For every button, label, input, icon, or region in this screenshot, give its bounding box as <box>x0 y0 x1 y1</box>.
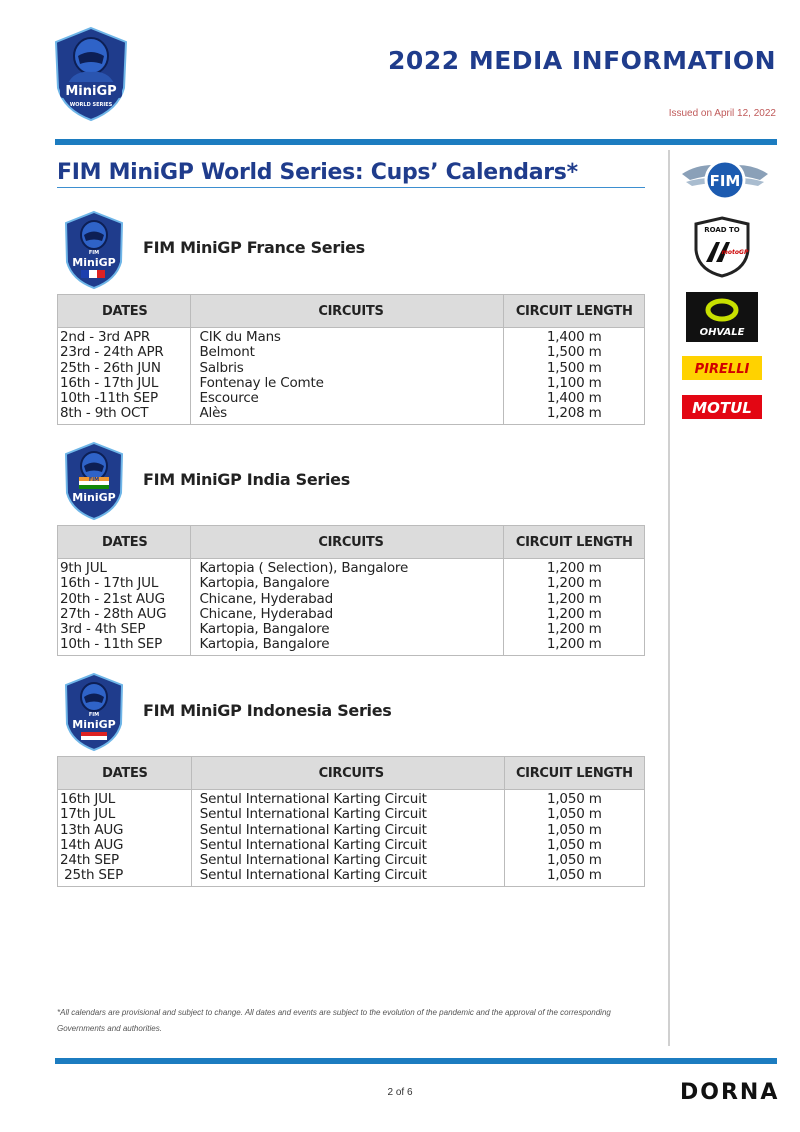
circuit-cell: Chicane, Hyderabad <box>191 592 504 607</box>
length-cell: 1,050 m <box>504 838 644 853</box>
fim-logo <box>680 152 770 210</box>
length-cell: 1,200 m <box>504 592 645 607</box>
length-cell: 1,200 m <box>504 576 645 591</box>
length-cell: 1,500 m <box>504 361 645 376</box>
svg-text:MiniGP: MiniGP <box>65 84 117 99</box>
length-cell: 1,400 m <box>504 328 645 346</box>
section-title-india: FIM MiniGP India Series <box>143 470 350 489</box>
svg-text:FIM: FIM <box>88 477 100 483</box>
svg-text:FIM: FIM <box>88 250 100 256</box>
circuit-cell: Sentul International Karting Circuit <box>191 790 504 808</box>
length-cell: 1,200 m <box>504 637 645 655</box>
svg-text:OHVALE: OHVALE <box>699 327 745 338</box>
svg-text:FIM: FIM <box>88 712 100 718</box>
table-row <box>58 838 645 853</box>
heading-underline <box>57 187 645 188</box>
table-row <box>58 376 645 391</box>
svg-text:ROAD TO: ROAD TO <box>704 226 740 234</box>
table-row <box>58 345 645 360</box>
document-title: 2022 MEDIA INFORMATION <box>388 46 776 75</box>
date-cell: 27th - 28th AUG <box>58 607 191 622</box>
col-header-length: CIRCUIT LENGTH <box>504 757 644 790</box>
table-row <box>58 559 645 577</box>
col-header-dates: DATES <box>58 526 191 559</box>
table-row <box>58 790 645 808</box>
col-header-dates: DATES <box>58 757 192 790</box>
circuit-cell: Alès <box>191 406 504 424</box>
date-cell: 25th - 26th JUN <box>58 361 191 376</box>
table-row <box>58 823 645 838</box>
length-cell: 1,050 m <box>504 853 644 868</box>
footnote: *All calendars are provisional and subject to change. All dates and events are subject to the evolution of the pandemic and the approval of the corresponding Governments and authorities. <box>57 1008 611 1033</box>
circuit-cell: Sentul International Karting Circuit <box>191 807 504 822</box>
page-heading: FIM MiniGP World Series: Cups’ Calendars* <box>57 160 578 185</box>
length-cell: 1,050 m <box>504 823 644 838</box>
circuit-cell: Kartopia, Bangalore <box>191 622 504 637</box>
col-header-length: CIRCUIT LENGTH <box>504 295 645 328</box>
date-cell: 16th JUL <box>58 790 192 808</box>
length-cell: 1,200 m <box>504 607 645 622</box>
table-row <box>58 607 645 622</box>
date-cell: 10th -11th SEP <box>58 391 191 406</box>
svg-text:MiniGP: MiniGP <box>72 256 116 269</box>
table-row <box>58 853 645 868</box>
table-row <box>58 807 645 822</box>
circuit-cell: Sentul International Karting Circuit <box>191 823 504 838</box>
pirelli-logo <box>682 356 762 380</box>
road-to-motogp-logo <box>692 216 752 278</box>
table-row <box>58 592 645 607</box>
col-header-circuits: CIRCUITS <box>191 295 504 328</box>
minigp-world-series-logo <box>52 26 130 122</box>
motul-logo <box>682 395 762 419</box>
circuit-cell: Belmont <box>191 345 504 360</box>
ohvale-logo <box>686 292 758 342</box>
length-cell: 1,050 m <box>504 807 644 822</box>
date-cell: 16th - 17th JUL <box>58 576 191 591</box>
circuit-cell: Chicane, Hyderabad <box>191 607 504 622</box>
svg-text:PIRELLI: PIRELLI <box>694 362 750 377</box>
length-cell: 1,050 m <box>504 868 644 886</box>
col-header-length: CIRCUIT LENGTH <box>504 526 645 559</box>
issue-date: Issued on April 12, 2022 <box>668 108 776 119</box>
length-cell: 1,100 m <box>504 376 645 391</box>
svg-text:MiniGP: MiniGP <box>72 491 116 504</box>
sidebar-divider <box>668 150 670 1046</box>
date-cell: 8th - 9th OCT <box>58 406 191 424</box>
length-cell: 1,200 m <box>504 622 645 637</box>
length-cell: 1,050 m <box>504 790 644 808</box>
table-row <box>58 406 645 424</box>
dorna-logo: DORNA <box>680 1080 780 1105</box>
section-title-indonesia: FIM MiniGP Indonesia Series <box>143 701 392 720</box>
india-series-logo <box>63 441 125 521</box>
col-header-dates: DATES <box>58 295 191 328</box>
date-cell: 10th - 11th SEP <box>58 637 191 655</box>
date-cell: 23rd - 24th APR <box>58 345 191 360</box>
section-title-france: FIM MiniGP France Series <box>143 238 365 257</box>
france-calendar-table <box>57 294 645 425</box>
date-cell: 2nd - 3rd APR <box>58 328 191 346</box>
date-cell: 3rd - 4th SEP <box>58 622 191 637</box>
table-row <box>58 622 645 637</box>
france-series-logo <box>63 210 125 290</box>
circuit-cell: Kartopia, Bangalore <box>191 576 504 591</box>
table-row <box>58 361 645 376</box>
footer-divider <box>55 1058 777 1064</box>
date-cell: 13th AUG <box>58 823 192 838</box>
svg-text:FIM: FIM <box>709 172 741 190</box>
table-row <box>58 868 645 886</box>
circuit-cell: Kartopia, Bangalore <box>191 637 504 655</box>
length-cell: 1,208 m <box>504 406 645 424</box>
date-cell: 25th SEP <box>58 868 192 886</box>
date-cell: 17th JUL <box>58 807 192 822</box>
table-row <box>58 637 645 655</box>
date-cell: 9th JUL <box>58 559 191 577</box>
circuit-cell: Sentul International Karting Circuit <box>191 838 504 853</box>
length-cell: 1,200 m <box>504 559 645 577</box>
india-calendar-table <box>57 525 645 656</box>
date-cell: 16th - 17th JUL <box>58 376 191 391</box>
table-row <box>58 328 645 346</box>
circuit-cell: Fontenay le Comte <box>191 376 504 391</box>
length-cell: 1,500 m <box>504 345 645 360</box>
svg-text:MOTUL: MOTUL <box>692 399 752 417</box>
circuit-cell: Sentul International Karting Circuit <box>191 853 504 868</box>
circuit-cell: Escource <box>191 391 504 406</box>
indonesia-calendar-table <box>57 756 645 887</box>
svg-text:motoGP: motoGP <box>721 249 749 256</box>
indonesia-series-logo <box>63 672 125 752</box>
col-header-circuits: CIRCUITS <box>191 526 504 559</box>
svg-text:WORLD SERIES: WORLD SERIES <box>69 102 113 108</box>
page-number: 2 of 6 <box>387 1087 413 1098</box>
col-header-circuits: CIRCUITS <box>191 757 504 790</box>
svg-text:MiniGP: MiniGP <box>72 718 116 731</box>
date-cell: 14th AUG <box>58 838 192 853</box>
circuit-cell: Kartopia ( Selection), Bangalore <box>191 559 504 577</box>
table-row <box>58 391 645 406</box>
circuit-cell: Sentul International Karting Circuit <box>191 868 504 886</box>
circuit-cell: CIK du Mans <box>191 328 504 346</box>
circuit-cell: Salbris <box>191 361 504 376</box>
date-cell: 20th - 21st AUG <box>58 592 191 607</box>
length-cell: 1,400 m <box>504 391 645 406</box>
header-divider <box>55 139 777 145</box>
date-cell: 24th SEP <box>58 853 192 868</box>
table-row <box>58 576 645 591</box>
